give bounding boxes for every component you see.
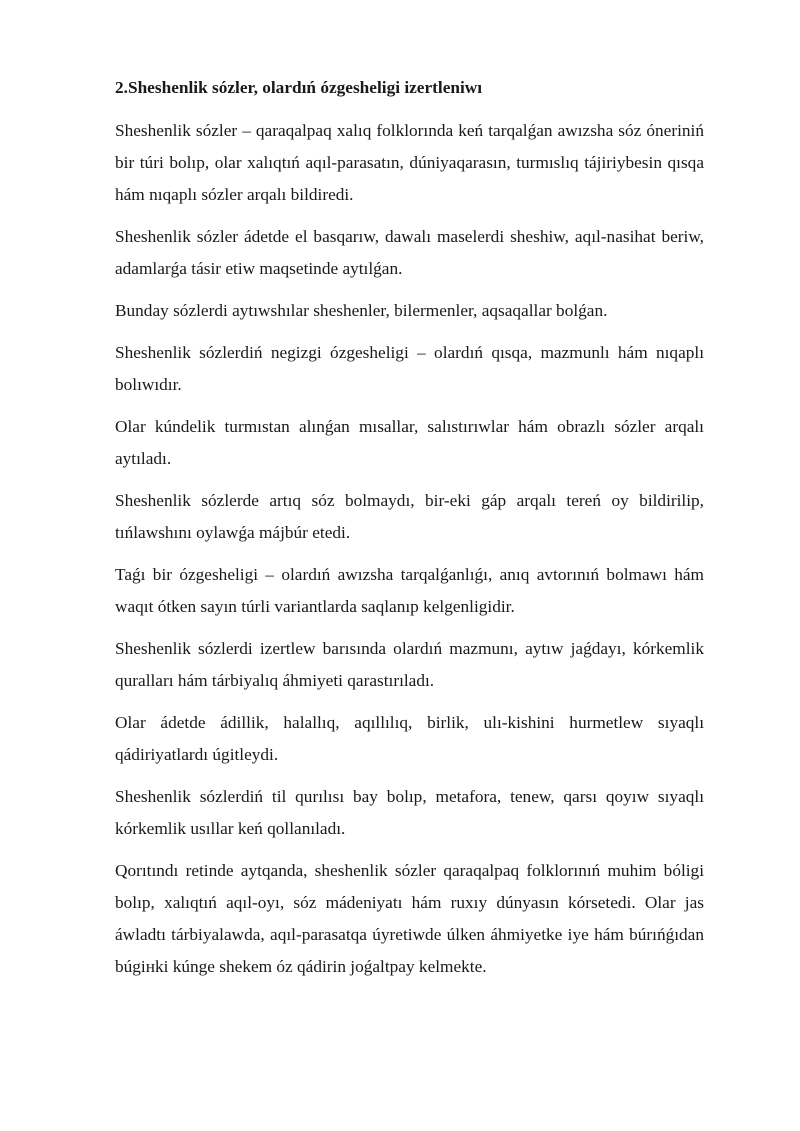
- paragraph-3: Bunday sózlerdi aytıwshılar sheshenler, bilermenler, aqsaqallar bolǵan.: [115, 301, 608, 320]
- paragraph-5: Olar kúndelik turmıstan alınǵan mısallar, salıstırıwlar hám obrazlı sózler arqalı aytıladı.: [115, 417, 704, 468]
- paragraph-11: Qorıtındı retinde aytqanda, sheshenlik sózler qaraqalpaq folklorınıń muhim bóligi bolıp, xalıqtıń aqıl-oyı, sóz mádeniyatı hám ruxıy dúnyasın kórsetedi. Olar jas áwladtı tárbiyalawda, aqıl-parasatqa úyretiwde úlken áhmiyetke iye hám búrıńǵıdan búgінki kúnge shekem óz qádirin joǵaltpay kelmekte.: [115, 861, 704, 976]
- paragraph-4: Sheshenlik sózlerdiń negizgi ózgesheligi – olardıń qısqa, mazmunlı hám nıqaplı bolıwıdır.: [115, 343, 704, 394]
- paragraph-8: Sheshenlik sózlerdi izertlew barısında olardıń mazmunı, aytıw jaǵdayı, kórkemlik quralları hám tárbiyalıq áhmiyeti qarastırıladı.: [115, 639, 704, 690]
- section-heading: 2.Sheshenlik sózler, olardıń ózgesheligi izertleniwı: [115, 78, 483, 97]
- paragraph-9: Olar ádetde ádillik, halallıq, aqıllılıq, birlik, ulı-kishini hurmetlew sıyaqlı qádiriyatlardı úgitleydi.: [115, 713, 704, 764]
- paragraph-10: Sheshenlik sózlerdiń til qurılısı bay bolıp, metafora, tenew, qarsı qoyıw sıyaqlı kórkemlik usıllar keń qollanıladı.: [115, 787, 704, 838]
- document-page: [115, 72, 704, 993]
- paragraph-7: Taǵı bir ózgesheligi – olardıń awızsha tarqalǵanlıǵı, anıq avtorınıń bolmawı hám waqıt ótken sayın túrli variantlarda saqlanıp kelgenligidir.: [115, 565, 704, 616]
- paragraph-1: Sheshenlik sózler – qaraqalpaq xalıq folklorında keń tarqalǵan awızsha sóz óneriniń bir túri bolıp, olar xalıqtıń aqıl-parasatın, dúniyaqarasın, turmıslıq tájiriybesin qısqa hám nıqaplı sózler arqalı bildiredi.: [115, 121, 704, 204]
- paragraph-2: Sheshenlik sózler ádetde el basqarıw, dawalı maselerdi sheshiw, aqıl-nasihat beriw, adamlarǵa tásir etiw maqsetinde aytılǵan.: [115, 227, 704, 278]
- paragraph-6: Sheshenlik sózlerde artıq sóz bolmaydı, bir-eki gáp arqalı tereń oy bildirilip, tıńlawshını oylawǵa májbúr etedi.: [115, 491, 704, 542]
